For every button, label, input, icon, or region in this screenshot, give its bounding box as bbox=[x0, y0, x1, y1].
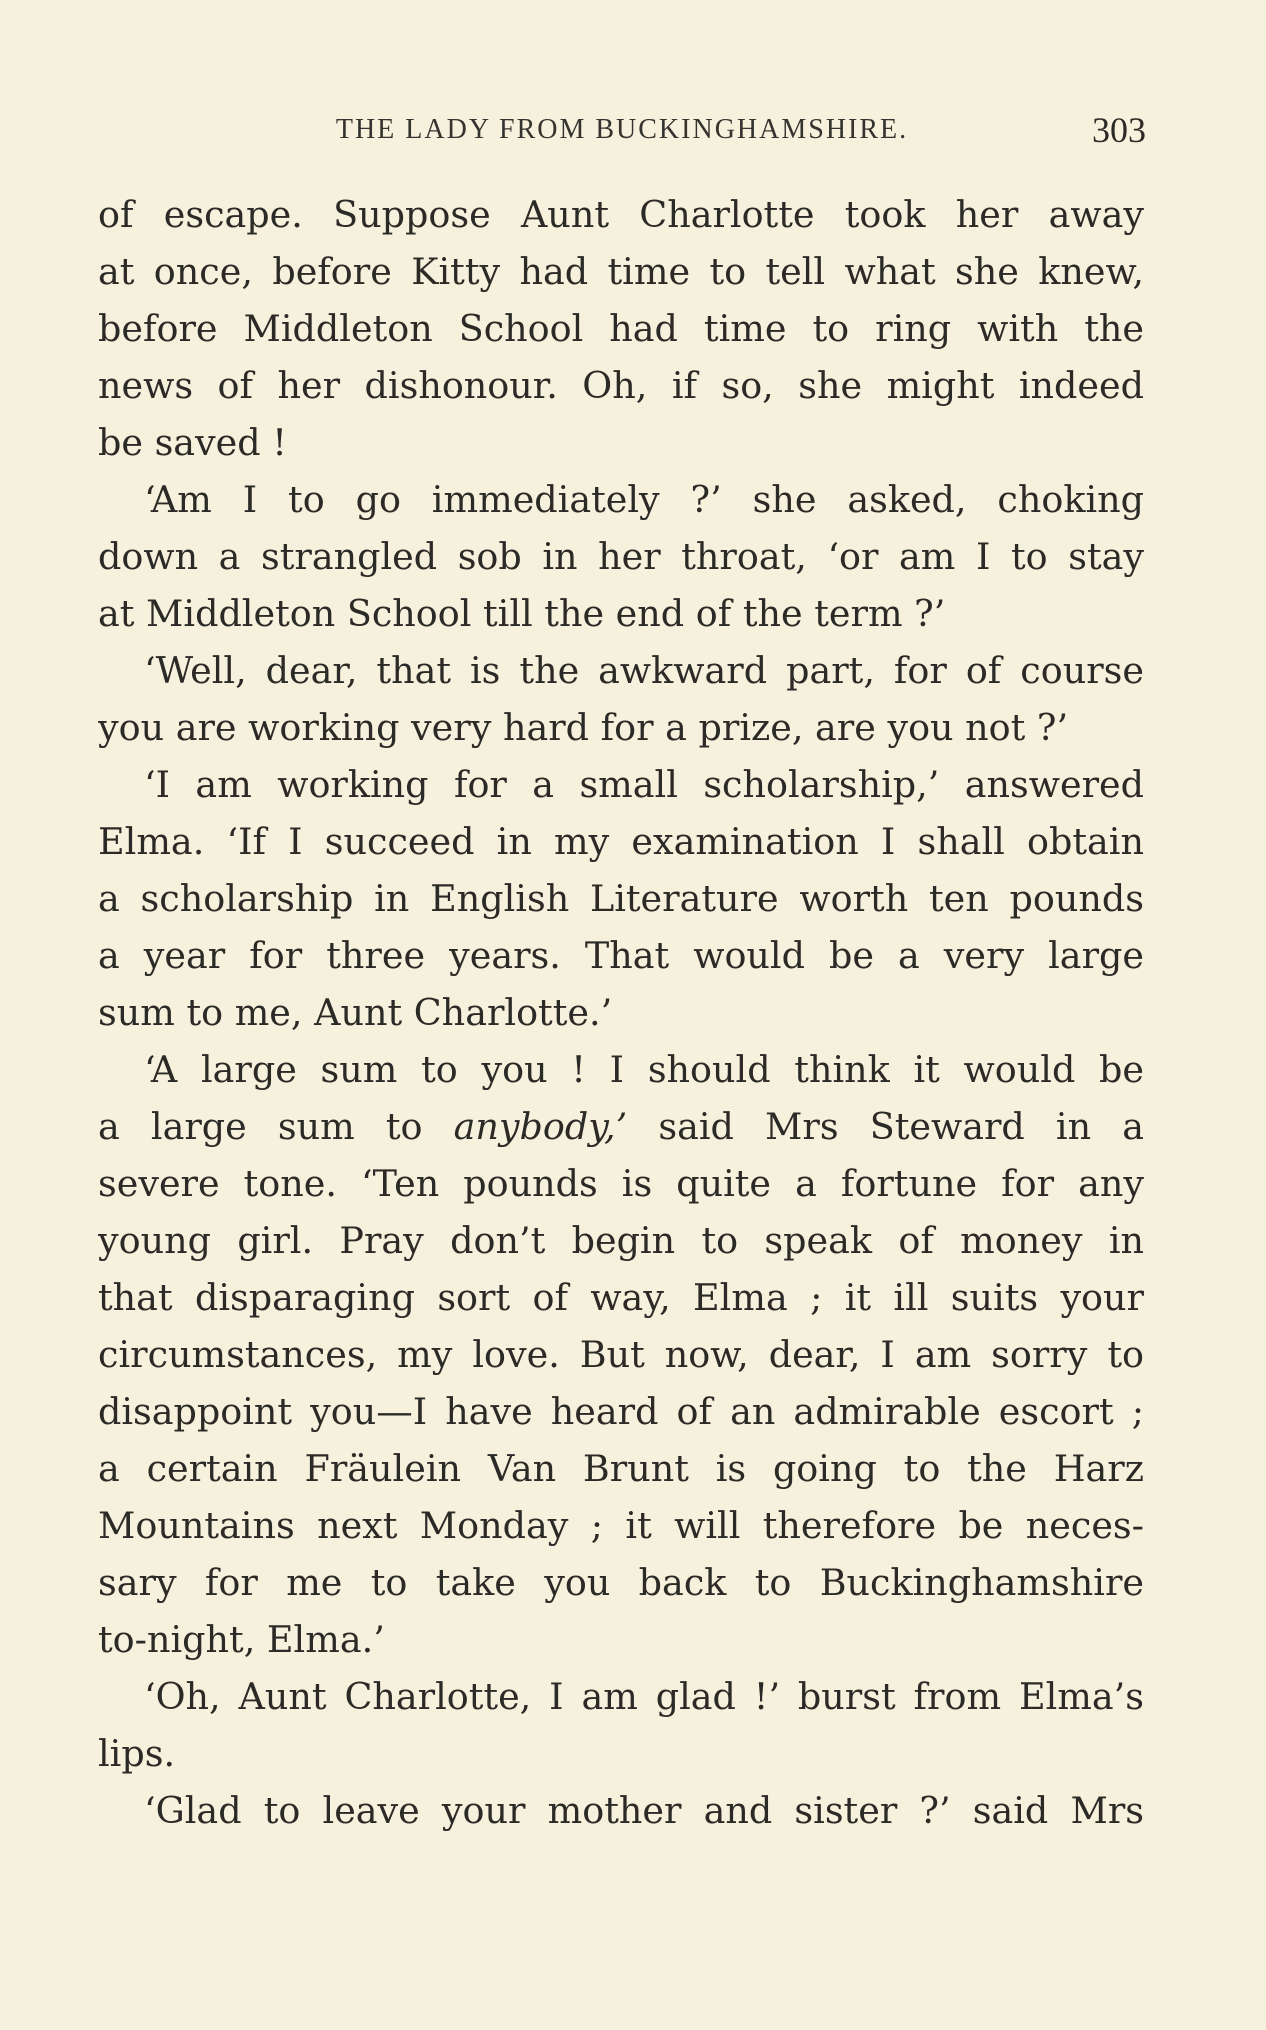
text-line: a scholarship in English Literature worth ten pounds bbox=[98, 877, 1144, 920]
text-line: to-night, Elma.’ bbox=[98, 1618, 385, 1661]
text-line: ‘Oh, Aunt Charlotte, I am glad !’ burst from Elma’s bbox=[144, 1675, 1144, 1718]
text-line: ‘Glad to leave your mother and sister ?’ said Mrs bbox=[144, 1789, 1144, 1832]
text-line: ‘Well, dear, that is the awkward part, for of course bbox=[144, 649, 1144, 692]
text-line: circumstances, my love. But now, dear, I am sorry to bbox=[98, 1333, 1144, 1376]
body-text bbox=[98, 186, 1144, 1839]
text-line: sum to me, Aunt Charlotte.’ bbox=[98, 991, 613, 1034]
italic-word: anybody,’ bbox=[453, 1105, 628, 1148]
text-segment: a large sum to bbox=[98, 1105, 454, 1148]
text-line: a year for three years. That would be a very large bbox=[98, 934, 1144, 977]
text-line: lips. bbox=[98, 1732, 176, 1775]
text-line: at once, before Kitty had time to tell what she knew, bbox=[98, 250, 1144, 293]
text-line: sary for me to take you back to Buckinghamshire bbox=[98, 1561, 1144, 1604]
running-title: THE LADY FROM BUCKINGHAMSHIRE. bbox=[335, 114, 909, 145]
text-line: before Middleton School had time to ring with the bbox=[98, 307, 1144, 350]
text-line: of escape. Suppose Aunt Charlotte took her away bbox=[98, 193, 1144, 236]
text-line: ‘A large sum to you ! I should think it would be bbox=[144, 1048, 1144, 1091]
text-line: young girl. Pray don’t begin to speak of money in bbox=[98, 1219, 1144, 1262]
text-line: that disparaging sort of way, Elma ; it ill suits your bbox=[98, 1276, 1144, 1319]
text-line: at Middleton School till the end of the term ?’ bbox=[98, 592, 946, 635]
text-line: severe tone. ‘Ten pounds is quite a fortune for any bbox=[98, 1162, 1144, 1205]
text-line: disappoint you—I have heard of an admirable escort ; bbox=[98, 1390, 1144, 1433]
text-line: be saved ! bbox=[98, 421, 287, 464]
text-line: down a strangled sob in her throat, ‘or am I to stay bbox=[98, 535, 1144, 578]
text-line: Mountains next Monday ; it will therefore be neces- bbox=[98, 1504, 1144, 1547]
text-line: you are working very hard for a prize, are you not ?’ bbox=[98, 706, 1069, 749]
text-line: a certain Fräulein Van Brunt is going to the Harz bbox=[98, 1447, 1144, 1490]
text-line: Elma. ‘If I succeed in my examination I shall obtain bbox=[98, 820, 1144, 863]
running-head bbox=[98, 108, 1146, 152]
text-line: ‘Am I to go immediately ?’ she asked, choking bbox=[144, 478, 1144, 521]
text-line-with-italic bbox=[98, 1098, 1144, 1155]
text-line: ‘I am working for a small scholarship,’ answered bbox=[144, 763, 1144, 806]
page-number: 303 bbox=[1092, 110, 1146, 150]
text-segment: said Mrs Steward in a bbox=[627, 1105, 1144, 1148]
text-line: news of her dishonour. Oh, if so, she might indeed bbox=[98, 364, 1144, 407]
